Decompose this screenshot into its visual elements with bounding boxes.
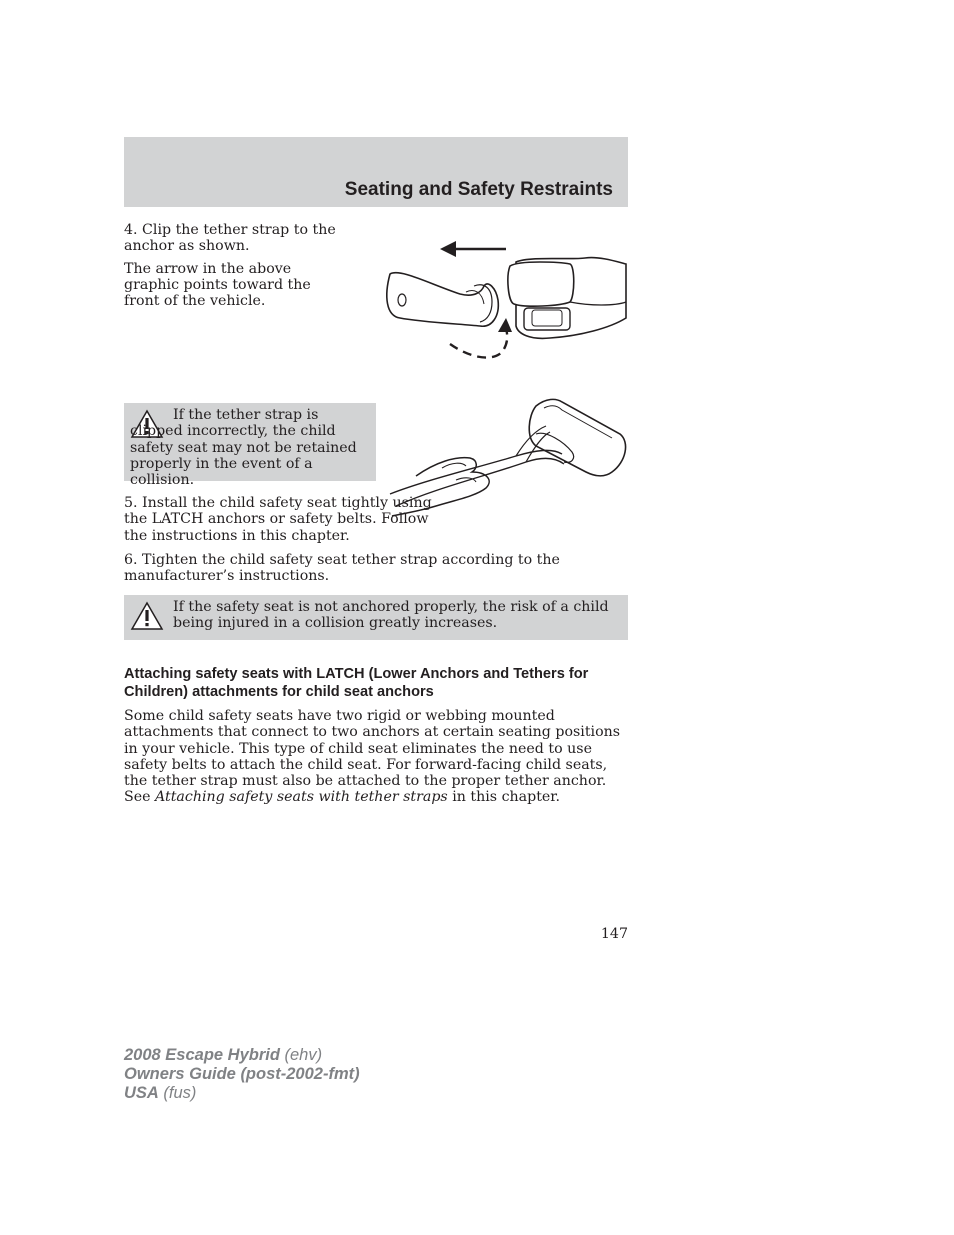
footer-line-2: [124, 1065, 360, 1084]
warning-triangle-icon: [130, 601, 164, 631]
warning-1-text: If the tether strap is clipped incorrectly, the child safety seat may not be retained properly in the event of a collision.: [130, 407, 357, 489]
step-4-note: The arrow in the above graphic points toward the front of the vehicle.: [124, 260, 311, 310]
section-body: [124, 708, 632, 806]
footer-line-3: [124, 1084, 360, 1103]
warning-box-1: [124, 403, 376, 489]
footer-market-code: (fus): [158, 1083, 197, 1102]
footer-model-code: (ehv): [279, 1046, 323, 1064]
section-body-part1: Some child safety seats have two rigid or webbing mounted attachments that connect to two anchors at certain seating positions in your vehicle. This type of child seat eliminates the need to use safety belts to attach the child seat. For forward-facing child seats, the tether strap must also be attached to the proper tether anchor. See: [124, 708, 621, 806]
document-footer: [124, 1046, 360, 1102]
section-heading: Attaching safety seats with LATCH (Lower Anchors and Tethers for Children) attachments for child seat anchors: [124, 666, 589, 700]
cross-reference-link: Attaching safety seats with tether straps: [155, 789, 448, 806]
step-5-text: 5. Install the child safety seat tightly using the LATCH anchors or safety belts. Follow the instructions in this chapter.: [124, 495, 432, 544]
warning-2-text: If the safety seat is not anchored properly, the risk of a child being injured in a collision greatly increases.: [173, 599, 609, 632]
footer-line-1: [124, 1046, 360, 1065]
footer-guide: Owners Guide (post-2002-fmt): [124, 1064, 360, 1083]
step-4-block: [124, 222, 349, 309]
step-4-text: 4. Clip the tether strap to the anchor as shown.: [124, 222, 336, 255]
section-body-part2: in this chapter.: [447, 789, 561, 806]
step-6-text: 6. Tighten the child safety seat tether strap according to the manufacturer’s instructions.: [124, 552, 560, 585]
footer-model: 2008 Escape Hybrid: [124, 1046, 280, 1064]
section-header: [124, 137, 628, 207]
footer-market: USA: [124, 1083, 159, 1102]
page-number: 147: [600, 926, 628, 942]
warning-box-2: [124, 595, 628, 640]
tether-clip-illustration: [380, 236, 630, 366]
page-title: Seating and Safety Restraints: [344, 179, 613, 200]
